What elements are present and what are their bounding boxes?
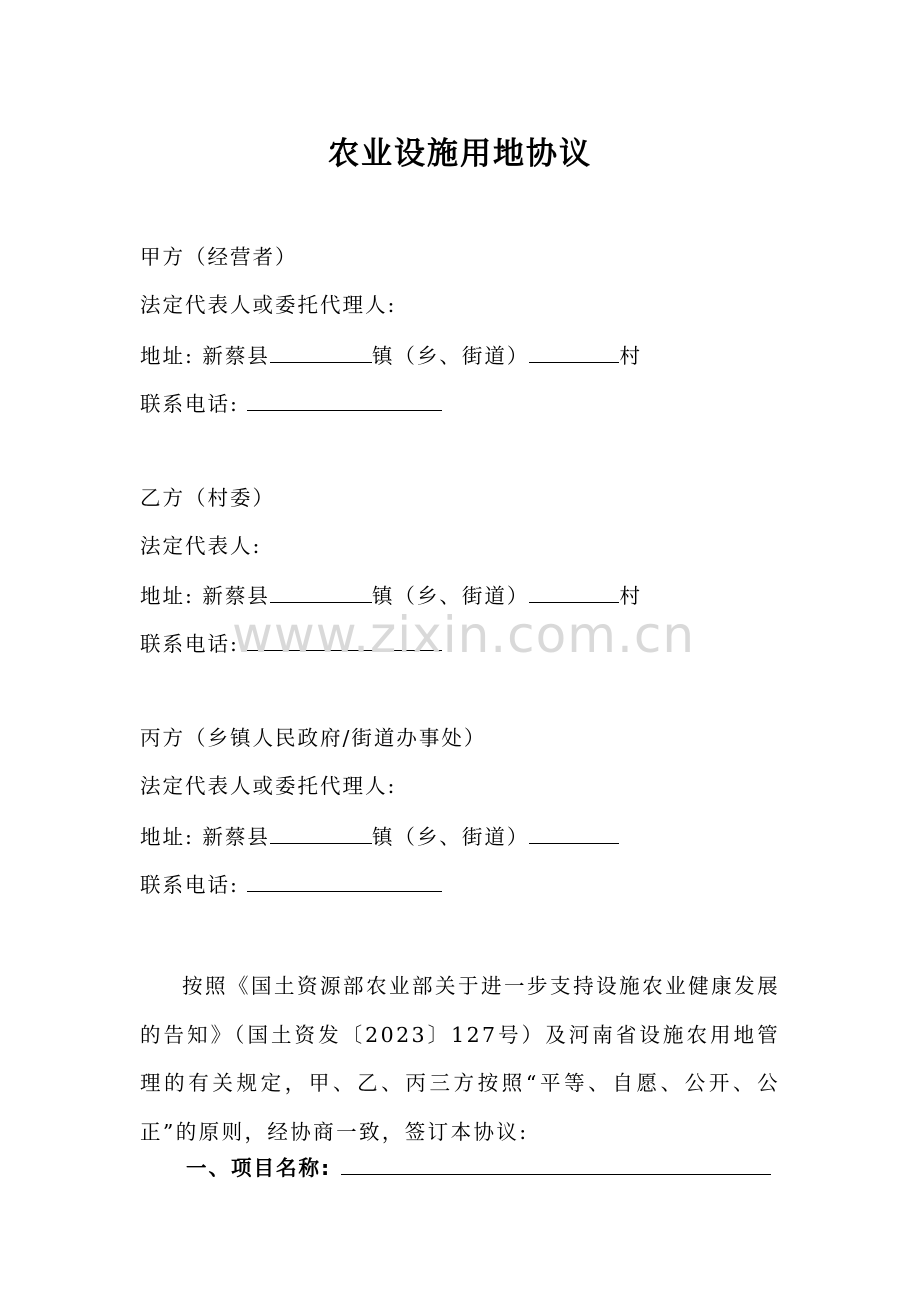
address-prefix: 地址: 新蔡县: [140, 344, 270, 368]
village-blank[interactable]: [529, 340, 619, 363]
party-a-address: [140, 340, 642, 370]
party-a-representative: 法定代表人或委托代理人:: [140, 293, 397, 317]
phone-label: 联系电话:: [140, 632, 239, 656]
phone-blank[interactable]: [247, 388, 442, 411]
address-mid: 镇（乡、街道）: [371, 825, 530, 849]
address-prefix: 地址: 新蔡县: [140, 584, 270, 608]
party-a-heading: 甲方（经营者）: [140, 245, 298, 269]
section-project-name: [186, 1152, 771, 1182]
address-prefix: 地址: 新蔡县: [140, 825, 270, 849]
town-blank[interactable]: [270, 821, 372, 844]
section-label: 一、项目名称:: [186, 1156, 332, 1180]
town-blank[interactable]: [270, 580, 372, 603]
town-blank[interactable]: [270, 340, 372, 363]
party-a-phone: [140, 388, 442, 418]
party-c-heading: 丙方（乡镇人民政府/街道办事处）: [140, 726, 487, 750]
document-title: 农业设施用地协议: [328, 136, 592, 172]
address-suffix: 村: [619, 584, 642, 608]
address-suffix: 村: [619, 344, 642, 368]
address-mid: 镇（乡、街道）: [371, 584, 530, 608]
party-c-representative: 法定代表人或委托代理人:: [140, 774, 397, 798]
party-c-address: [140, 821, 619, 851]
phone-label: 联系电话:: [140, 873, 239, 897]
party-b-representative: 法定代表人:: [140, 534, 262, 558]
watermark: www.zixin.com.cn: [232, 606, 696, 664]
party-b-heading: 乙方（村委）: [140, 486, 275, 510]
village-blank[interactable]: [529, 580, 619, 603]
address-mid: 镇（乡、街道）: [371, 344, 530, 368]
project-name-blank[interactable]: [341, 1152, 771, 1175]
party-c-phone: [140, 869, 442, 899]
phone-label: 联系电话:: [140, 392, 239, 416]
village-blank[interactable]: [529, 821, 619, 844]
intro-paragraph: 按照《国土资源部农业部关于进一步支持设施农业健康发展的告知》（国土资发〔2023〕127号）及河南省设施农用地管理的有关规定，甲、乙、丙三方按照“平等、自愿、公开、公正”的原则，经协商一致，签订本协议:: [140, 974, 780, 1144]
phone-blank[interactable]: [247, 869, 442, 892]
